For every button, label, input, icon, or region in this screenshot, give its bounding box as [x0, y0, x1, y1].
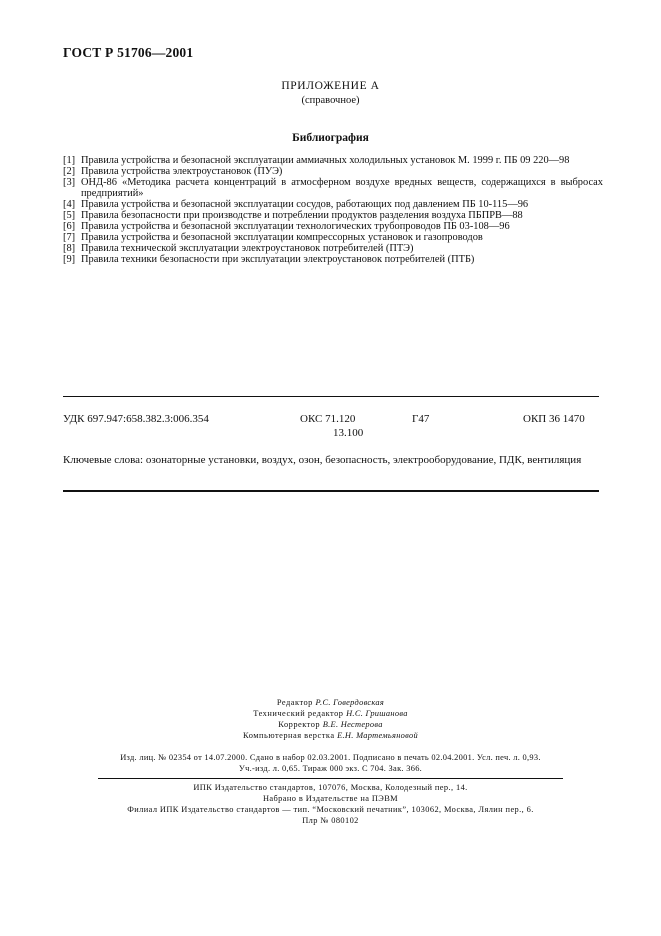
credit-name: Н.С. Гришанова [346, 709, 408, 718]
keywords: Ключевые слова: озонаторные установки, воздух, озон, безопасность, электрооборудование, ПДК, вентиляция [63, 454, 582, 466]
bibliography-title: Библиография [292, 132, 369, 144]
divider-imprint [98, 778, 563, 779]
oks-code: ОКС 71.120 [300, 413, 356, 425]
credit-name: В.Е. Нестерова [322, 720, 383, 729]
list-item-text: Правила устройства и безопасной эксплуатации технологических трубопроводов ПБ 03-108—96 [81, 221, 510, 232]
credit-label: Технический редактор [253, 709, 344, 718]
list-item-number: [6] [63, 221, 76, 232]
list-item-number: [8] [63, 243, 76, 254]
list-item [63, 155, 603, 166]
credit-editor [0, 697, 661, 708]
printing-line: ИПК Издательство стандартов, 107076, Москва, Колодезный пер., 14. [193, 783, 468, 792]
credit-corrector [0, 719, 661, 730]
list-item [63, 199, 603, 210]
printing-info [0, 782, 661, 826]
list-item [63, 254, 603, 265]
publication-line: Уч.-изд. л. 0,65. Тираж 000 экз. С 704. Зак. 366. [238, 764, 423, 773]
udk-code: УДК 697.947:658.382.3:006.354 [63, 413, 209, 425]
standard-number: ГОСТ Р 51706—2001 [63, 45, 194, 60]
list-item-text: Правила технической эксплуатации электроустановок потребителей (ПТЭ) [81, 243, 414, 254]
okp-code: ОКП 36 1470 [523, 413, 585, 425]
credit-name: Р.С. Говердовская [315, 698, 385, 707]
list-item-text: Правила устройства и безопасной эксплуатации компрессорных установок и газопроводов [81, 232, 483, 243]
list-item-text: ОНД-86 «Методика расчета концентраций в атмосферном воздухе вредных веществ, содержащихся в выбросах предприятий» [81, 177, 603, 199]
list-item-number: [9] [63, 254, 76, 265]
divider-top [63, 396, 599, 397]
credit-label: Компьютерная верстка [243, 731, 335, 740]
list-item-number: [7] [63, 232, 76, 243]
list-item [63, 166, 603, 177]
list-item [63, 243, 603, 254]
list-item [63, 221, 603, 232]
printing-line: Плр № 080102 [302, 816, 359, 825]
list-item-number: [2] [63, 166, 76, 177]
list-item-number: [4] [63, 199, 76, 210]
appendix-title: ПРИЛОЖЕНИЕ А [281, 80, 380, 92]
oks-code-secondary: 13.100 [333, 427, 364, 439]
list-item-text: Правила безопасности при производстве и потреблении продуктов разделения воздуха ПБПРВ—88 [81, 210, 523, 221]
appendix-subtitle: (справочное) [301, 95, 360, 106]
credits-block [0, 697, 661, 741]
publication-line: Изд. лиц. № 02354 от 14.07.2000. Сдано в набор 02.03.2001. Подписано в печать 02.04.2001. Усл. печ. л. 0,93. [120, 753, 541, 762]
list-item [63, 177, 603, 199]
list-item-text: Правила техники безопасности при эксплуатации электроустановок потребителей (ПТБ) [81, 254, 475, 265]
credit-label: Корректор [278, 720, 321, 729]
credit-name: Е.Н. Мартемьяновой [337, 731, 418, 740]
list-item-number: [3] [63, 177, 76, 188]
credit-layout [0, 730, 661, 741]
printing-line: Филиал ИПК Издательство стандартов — тип. “Московский печатник”, 103062, Москва, Лялин пер., 6. [127, 805, 534, 814]
credit-tech-editor [0, 708, 661, 719]
list-item-number: [5] [63, 210, 76, 221]
bibliography-list [63, 155, 603, 265]
publication-info [0, 752, 661, 774]
printing-line: Набрано в Издательстве на ПЭВМ [262, 794, 399, 803]
credit-label: Редактор [276, 698, 313, 707]
list-item-number: [1] [63, 155, 76, 166]
list-item [63, 210, 603, 221]
list-item-text: Правила устройства и безопасной эксплуатации сосудов, работающих под давлением ПБ 10-115—96 [81, 199, 529, 210]
group-code: Г47 [412, 413, 430, 425]
list-item-text: Правила устройства и безопасной эксплуатации аммиачных холодильных установок М. 1999 г. ПБ 09 220—98 [81, 155, 570, 166]
list-item [63, 232, 603, 243]
divider-bottom [63, 490, 599, 492]
list-item-text: Правила устройства электроустановок (ПУЭ) [81, 166, 283, 177]
